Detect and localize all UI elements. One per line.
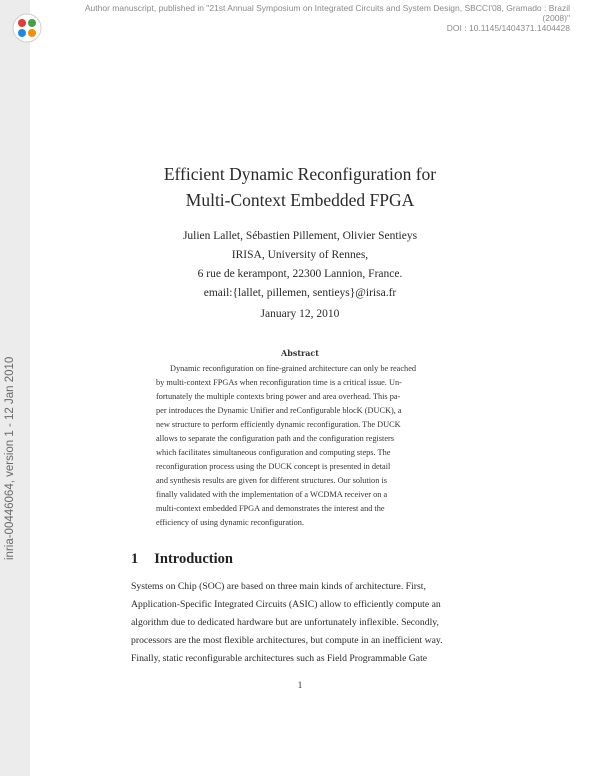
abstract-line: per introduces the Dynamic Unifier and reConfigurable blocK (DUCK), a	[156, 406, 402, 415]
paper-date: January 12, 2010	[260, 308, 340, 320]
logo-ring	[13, 14, 41, 42]
paper-title-line1: Efficient Dynamic Reconfiguration for	[163, 164, 437, 184]
hal-logo-icon	[11, 12, 43, 44]
section-number: 1	[131, 551, 139, 567]
section-title: Introduction	[154, 551, 233, 567]
logo-dot-green	[28, 19, 36, 27]
abstract-line: allows to separate the configuration path and the configuration registers	[156, 434, 394, 443]
publication-note-line2: (2008)"	[542, 13, 570, 23]
doi-note: DOI : 10.1145/1404371.1404428	[446, 23, 570, 33]
abstract-line: multi-context embedded FPGA and demonstrates the interest and the	[156, 504, 385, 513]
paper-address: 6 rue de kerampont, 22300 Lannion, France.	[197, 268, 403, 280]
body-line: Finally, static reconfigurable architectures such as Field Programmable Gate	[131, 653, 428, 664]
arxiv-side-label: inria-00446064, version 1 - 12 Jan 2010	[4, 356, 16, 560]
paper-affiliation: IRISA, University of Rennes,	[231, 249, 369, 261]
body-line: processors are the most flexible architectures, but compute in an inefficient way.	[131, 635, 443, 646]
section-heading	[131, 551, 233, 568]
body-line: algorithm due to dedicated hardware but are unfortunately inflexible. Secondly,	[131, 617, 439, 628]
logo-dot-blue	[18, 29, 26, 37]
abstract-line: and synthesis results are given for different structures. Our solution is	[156, 476, 387, 485]
abstract-line: which facilitates simultaneous configuration and computing steps. The	[156, 448, 391, 457]
body-line: Systems on Chip (SOC) are based on three main kinds of architecture. First,	[131, 581, 426, 592]
paper-title-line2: Multi-Context Embedded FPGA	[185, 190, 415, 210]
paper-email: email:{lallet, pillemen, sentieys}@irisa.fr	[203, 287, 397, 299]
logo-dot-orange	[28, 29, 36, 37]
abstract-line: by multi-context FPGAs when reconfiguration time is a critical issue. Un-	[156, 378, 402, 387]
publication-note-line1: Author manuscript, published in "21st Annual Symposium on Integrated Circuits and System Design, SBCCI'08, Gramado : Brazil	[84, 3, 570, 13]
abstract-line: finally validated with the implementation of a WCDMA receiver on a	[156, 490, 388, 499]
abstract-line: Dynamic reconfiguration on fine-grained architecture can only be reached	[170, 364, 417, 373]
abstract-line: fortunately the multiple contexts bring power and area overhead. This pa-	[156, 392, 401, 401]
abstract-line: new structure to perform efficiently dynamic reconfiguration. The DUCK	[156, 420, 401, 429]
body-line: Application-Specific Integrated Circuits (ASIC) allow to efficiently compute an	[131, 599, 441, 610]
logo-dot-red	[18, 19, 26, 27]
abstract-line: efficiency of using dynamic reconfiguration.	[156, 518, 304, 527]
abstract-line: reconfiguration process using the DUCK concept is presented in detail	[156, 462, 391, 471]
abstract-heading: Abstract	[281, 348, 319, 358]
page-number: 1	[297, 681, 303, 691]
paper-authors: Julien Lallet, Sébastien Pillement, Olivier Sentieys	[182, 230, 418, 242]
